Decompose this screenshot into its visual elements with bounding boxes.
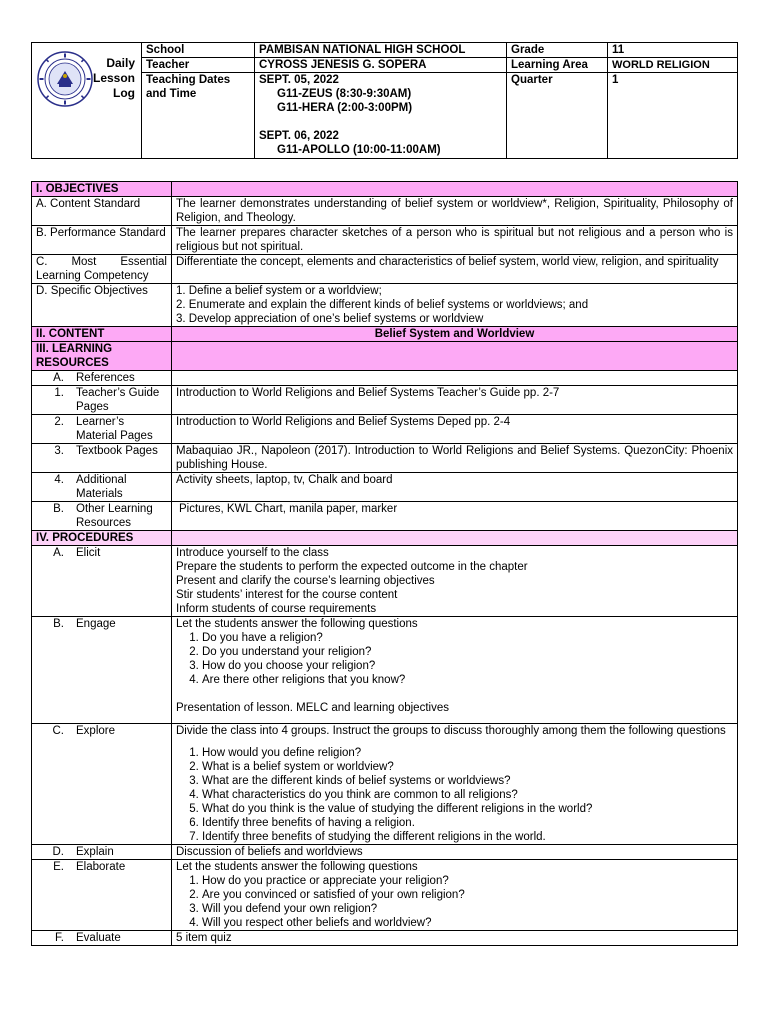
resource-label (32, 386, 172, 415)
explain-label (32, 845, 172, 860)
lesson-table (31, 181, 738, 946)
dll-title-line: Daily (106, 56, 135, 70)
performance-standard-row (32, 226, 738, 255)
dll-title-line: Log (113, 86, 135, 100)
deped-seal-icon (37, 51, 93, 107)
objective-item: 2. Enumerate and explain the different kinds of belief systems or worldviews; and (176, 299, 589, 311)
procedures-heading-row (32, 531, 738, 546)
resource-value: Activity sheets, laptop, tv, Chalk and board (172, 473, 738, 502)
school-label: School (142, 43, 255, 58)
objective-item: 1. Define a belief system or a worldview; (176, 285, 382, 297)
dll-title (93, 56, 135, 101)
learning-area-value: WORLD RELIGION (608, 58, 738, 73)
question-item: 1. How do you practice or appreciate your religion? (202, 874, 733, 888)
elicit-line: Present and clarify the course’s learning objectives (176, 575, 435, 587)
resource-value: Introduction to World Religions and Belief Systems Teacher’s Guide pp. 2-7 (172, 386, 738, 415)
schedule-session: G11-ZEUS (8:30-9:30AM) (277, 88, 412, 100)
references-row (32, 371, 738, 386)
specific-objectives-value (172, 284, 738, 327)
references-num: A. (53, 372, 64, 384)
other-resources-text: Other Learning Resources (76, 503, 153, 529)
evaluate-value: 5 item quiz (172, 931, 738, 946)
dll-title-line: Lesson (92, 71, 135, 85)
engage-value (172, 617, 738, 724)
resource-num: 2. (54, 416, 64, 428)
evaluate-label (32, 931, 172, 946)
question-item: 4. What characteristics do you think are common to all religions? (202, 788, 733, 802)
content-standard-value: The learner demonstrates understanding of belief system or worldview*, Religion, Spirituality, Philosophy of Religion, and Theology. (172, 197, 738, 226)
question-item: 3. How do you choose your religion? (202, 659, 733, 673)
content-heading: II. CONTENT (32, 327, 172, 342)
elaborate-intro: Let the students answer the following questions (176, 861, 418, 873)
question-item: 1. How would you define religion? (202, 746, 733, 760)
engage-label (32, 617, 172, 724)
performance-standard-label: B. Performance Standard (32, 226, 172, 255)
performance-standard-value: The learner prepares character sketches of a person who is spiritual but not religious and a person who is religious but not spiritual. (172, 226, 738, 255)
logo-title-cell (32, 43, 142, 159)
dates-label-line: Teaching Dates (146, 74, 231, 86)
objectives-heading-row (32, 182, 738, 197)
elicit-line: Inform students of course requirements (176, 603, 377, 615)
procedure-label-text: Evaluate (76, 932, 121, 944)
teacher-label: Teacher (142, 58, 255, 73)
content-standard-label: A. Content Standard (32, 197, 172, 226)
schedule-date: SEPT. 05, 2022 (259, 74, 339, 86)
school-value: PAMBISAN NATIONAL HIGH SCHOOL (255, 43, 507, 58)
engage-outro: Presentation of lesson. MELC and learning objectives (176, 702, 449, 714)
resource-num: 4. (54, 474, 64, 486)
procedure-num: B. (53, 618, 64, 630)
engage-row (32, 617, 738, 724)
resource-label-text: Textbook Pages (76, 445, 158, 457)
explore-intro: Divide the class into 4 groups. Instruct the groups to discuss thoroughly among them the following questions (176, 725, 726, 737)
resource-label (32, 444, 172, 473)
melc-value: Differentiate the concept, elements and characteristics of belief system, world view, religion, and spirituality (172, 255, 738, 284)
question-item: 7. Identify three benefits of studying the different religions in the world. (202, 830, 733, 844)
procedure-num: D. (52, 846, 64, 858)
schedule-date: SEPT. 06, 2022 (259, 130, 339, 142)
question-item: 5. What do you think is the value of studying the different religions in the world? (202, 802, 733, 816)
explain-value: Discussion of beliefs and worldviews (172, 845, 738, 860)
references-label (32, 371, 172, 386)
resource-value: Mabaquiao JR., Napoleon (2017). Introduction to World Religions and Belief Systems. QuezonCity: Phoenix publishing House. (172, 444, 738, 473)
content-row (32, 327, 738, 342)
teaching-dates-label (142, 73, 255, 159)
explore-row (32, 724, 738, 845)
content-standard-row (32, 197, 738, 226)
elicit-row (32, 546, 738, 617)
grade-label: Grade (507, 43, 608, 58)
procedure-label-text: Elicit (76, 547, 101, 559)
melc-row (32, 255, 738, 284)
explain-row (32, 845, 738, 860)
procedures-heading: IV. PROCEDURES (32, 531, 172, 546)
procedure-num: C. (52, 725, 64, 737)
elaborate-label (32, 860, 172, 931)
specific-objectives-row (32, 284, 738, 327)
explore-question-list (176, 746, 733, 844)
question-item: 4. Will you respect other beliefs and worldview? (202, 916, 733, 930)
resource-num: 3. (54, 445, 64, 457)
procedure-num: F. (55, 932, 64, 944)
engage-intro: Let the students answer the following questions (176, 618, 418, 630)
other-resources-row (32, 502, 738, 531)
resource-label-text: Additional Materials (76, 474, 127, 500)
procedure-num: E. (53, 861, 64, 873)
resource-row (32, 444, 738, 473)
resource-row (32, 473, 738, 502)
procedure-num: A. (53, 547, 64, 559)
engage-question-list (176, 631, 733, 687)
question-item: 2. What is a belief system or worldview? (202, 760, 733, 774)
elicit-value (172, 546, 738, 617)
question-item: 3. What are the different kinds of belief systems or worldviews? (202, 774, 733, 788)
elicit-line: Prepare the students to perform the expected outcome in the chapter (176, 561, 528, 573)
question-item: 1. Do you have a religion? (202, 631, 733, 645)
elaborate-value (172, 860, 738, 931)
resource-row (32, 386, 738, 415)
procedure-label-text: Engage (76, 618, 116, 630)
objectives-heading: I. OBJECTIVES (32, 182, 172, 197)
question-item: 3. Will you defend your own religion? (202, 902, 733, 916)
elicit-label (32, 546, 172, 617)
resource-num: 1. (54, 387, 64, 399)
other-resources-label (32, 502, 172, 531)
resource-label (32, 473, 172, 502)
references-text: References (76, 372, 135, 384)
explore-label (32, 724, 172, 845)
learning-area-label: Learning Area (507, 58, 608, 73)
specific-objectives-label: D. Specific Objectives (32, 284, 172, 327)
melc-label: C. Most Essential Learning Competency (32, 255, 172, 284)
question-item: 6. Identify three benefits of having a religion. (202, 816, 733, 830)
schedule-session: G11-HERA (2:00-3:00PM) (277, 102, 413, 114)
elaborate-question-list (176, 874, 733, 930)
teacher-value: CYROSS JENESIS G. SOPERA (255, 58, 507, 73)
quarter-value: 1 (608, 73, 738, 159)
objective-item: 3. Develop appreciation of one’s belief systems or worldview (176, 313, 484, 325)
dates-label-line: and Time (146, 88, 197, 100)
quarter-label: Quarter (507, 73, 608, 159)
elicit-line: Stir students’ interest for the course content (176, 589, 398, 601)
other-resources-value: Pictures, KWL Chart, manila paper, marker (172, 502, 738, 531)
resource-value: Introduction to World Religions and Belief Systems Deped pp. 2-4 (172, 415, 738, 444)
question-item: 2. Do you understand your religion? (202, 645, 733, 659)
grade-value: 11 (608, 43, 738, 58)
other-resources-num: B. (53, 503, 64, 515)
content-value: Belief System and Worldview (172, 327, 738, 342)
schedule-session: G11-APOLLO (10:00-11:00AM) (277, 144, 441, 156)
teaching-dates-value (255, 73, 507, 159)
elaborate-row (32, 860, 738, 931)
procedure-label-text: Elaborate (76, 861, 126, 873)
header-table (31, 42, 738, 159)
resource-label-text: Teacher’s Guide Pages (76, 387, 160, 413)
procedure-label-text: Explore (76, 725, 115, 737)
explore-value (172, 724, 738, 845)
elicit-line: Introduce yourself to the class (176, 547, 329, 559)
resource-label (32, 415, 172, 444)
evaluate-row (32, 931, 738, 946)
resources-heading: III. LEARNING RESOURCES (32, 342, 172, 371)
procedure-label-text: Explain (76, 846, 114, 858)
question-item: 2. Are you convinced or satisfied of your own religion? (202, 888, 733, 902)
resources-heading-row (32, 342, 738, 371)
resource-row (32, 415, 738, 444)
question-item: 4. Are there other religions that you know? (202, 673, 733, 687)
resource-label-text: Learner’s Material Pages (76, 416, 153, 442)
